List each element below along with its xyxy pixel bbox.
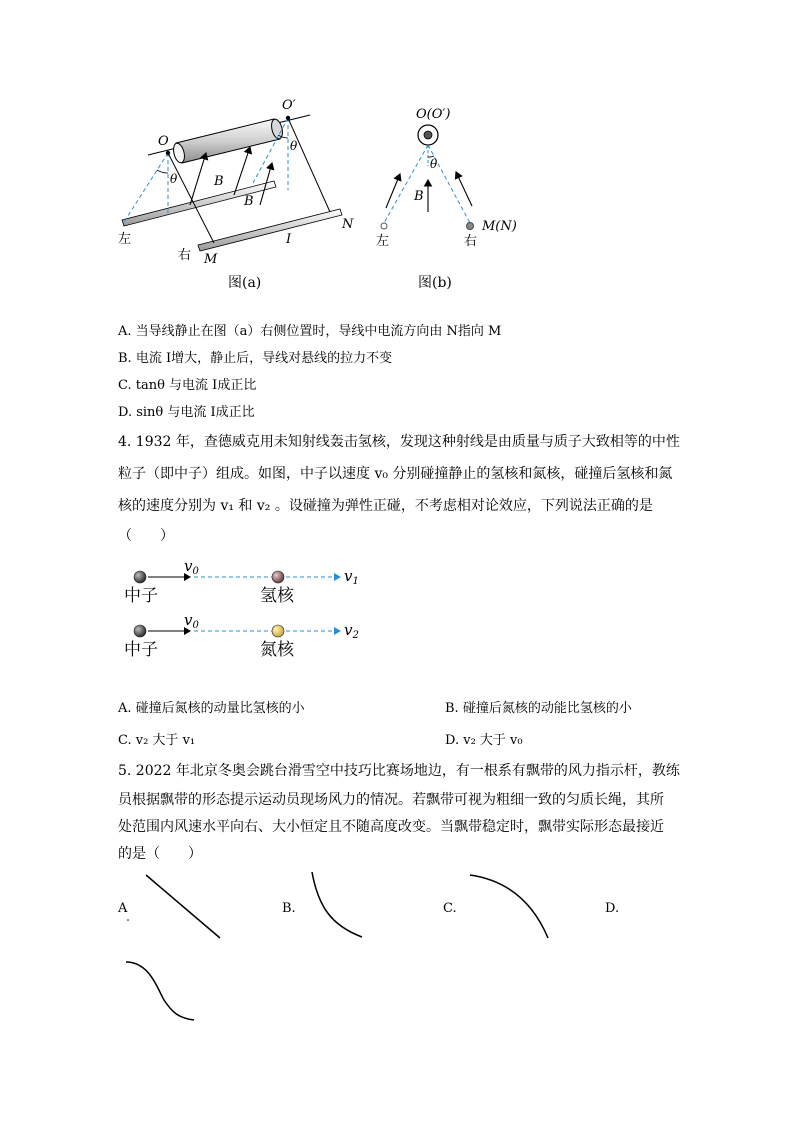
label-M-N: M(N) xyxy=(482,219,517,234)
label-I: I xyxy=(286,232,292,247)
label-M: M xyxy=(204,252,218,267)
label-N: N xyxy=(342,217,354,232)
figure-b xyxy=(368,100,528,250)
label-O: O xyxy=(158,134,169,149)
q4-option-b: B. 碰撞后氮核的动能比氢核的小 xyxy=(445,701,632,716)
label-v0-2: v xyxy=(184,611,193,629)
svg-text:v2 xyxy=(344,621,359,641)
ribbon-shape-b xyxy=(312,872,362,937)
q4-option-c: C. v₂ 大于 v₁ xyxy=(118,733,196,748)
label-neutron-2: 中子 xyxy=(124,640,158,660)
svg-text:v0 xyxy=(184,611,199,631)
label-O-O-prime: O(O′) xyxy=(416,107,451,122)
collision-diagram xyxy=(118,555,378,665)
label-right-b: 右 xyxy=(464,234,478,249)
ribbon-shapes xyxy=(0,860,794,1040)
caption-figure-a: 图(a) xyxy=(228,275,262,291)
label-v2-sub: 2 xyxy=(352,630,359,641)
q3-option-b: B. 电流 I增大，静止后，导线对悬线的拉力不变 xyxy=(118,351,393,366)
label-B-a2: B xyxy=(244,194,254,209)
nitrogen-nucleus xyxy=(272,625,284,637)
label-theta-a2: θ xyxy=(290,139,298,153)
label-B-b: B xyxy=(414,189,424,204)
q5-option-a-label: A xyxy=(118,901,128,916)
label-v1-sub: 1 xyxy=(352,576,359,587)
ribbon-shape-a xyxy=(146,875,220,938)
label-v0-2-sub: 0 xyxy=(192,620,199,631)
q5-line-3: 处范围内风速水平向右、大小恒定且不随高度改变。当飘带稳定时，飘带实际形态最接近 xyxy=(118,819,664,835)
b-field-arrows-b xyxy=(386,172,472,212)
q5-option-b-label: B. xyxy=(282,901,296,916)
label-B-a1: B xyxy=(214,174,224,189)
q5-line-2: 员根据飘带的形态提示运动员现场风力的情况。若飘带可视为粗细一致的匀质长绳，其所 xyxy=(118,792,664,808)
label-nitrogen: 氮核 xyxy=(260,640,294,660)
svg-text:v1 xyxy=(344,567,359,587)
label-theta-a1: θ xyxy=(170,172,178,186)
q3-option-d: D. sinθ 与电流 I成正比 xyxy=(118,405,255,420)
q5-line-1: 5. 2022 年北京冬奥会跳台滑雪空中技巧比赛场地边，有一根系有飘带的风力指示杆，教练 xyxy=(118,763,680,779)
q4-option-d: D. v₂ 大于 v₀ xyxy=(445,733,523,748)
label-theta-b: θ xyxy=(430,157,438,171)
q4-line-2: 粒子（即中子）组成。如图，中子以速度 v₀ 分别碰撞静止的氢核和氮核，碰撞后氢核和氮 xyxy=(118,466,673,482)
label-v1: v xyxy=(344,567,353,585)
q4-line-1: 4. 1932 年，查德威克用未知射线轰击氢核，发现这种射线是由质量与质子大致相等的中性 xyxy=(118,434,680,450)
q5-option-c-label: C. xyxy=(443,901,457,916)
figure-a xyxy=(110,95,370,270)
label-v0-1-sub: 0 xyxy=(192,566,199,577)
q4-line-3: 核的速度分别为 v₁ 和 v₂ 。设碰撞为弹性正碰，不考虑相对论效应，下列说法正确的是 xyxy=(118,498,653,514)
q3-option-a: A. 当导线静止在图（a）右侧位置时，导线中电流方向由 N指向 M xyxy=(118,324,502,339)
label-neutron-1: 中子 xyxy=(124,586,158,606)
neutron-1 xyxy=(134,571,146,583)
caption-figure-b: 图(b) xyxy=(418,275,452,291)
ribbon-shape-c xyxy=(470,875,548,938)
q3-option-c: C. tanθ 与电流 I成正比 xyxy=(118,378,257,393)
svg-text:v0 xyxy=(184,557,199,577)
q4-line-4: （ ） xyxy=(118,528,174,544)
hydrogen-nucleus xyxy=(272,571,284,583)
q5-line-4: 的是（ ） xyxy=(118,846,202,862)
wire-MN xyxy=(198,209,342,251)
q4-option-a: A. 碰撞后氮核的动量比氢核的小 xyxy=(118,701,305,716)
q5-option-d-label: D. xyxy=(605,901,620,916)
label-left-b: 左 xyxy=(376,234,390,249)
label-v2: v xyxy=(344,621,353,639)
label-hydrogen: 氢核 xyxy=(260,586,294,606)
label-O-prime: O′ xyxy=(282,98,296,113)
ribbon-shape-d xyxy=(126,962,194,1020)
label-left-a: 左 xyxy=(118,232,132,247)
neutron-2 xyxy=(134,625,146,637)
label-v0-1: v xyxy=(184,557,193,575)
label-right-a: 右 xyxy=(178,248,192,263)
